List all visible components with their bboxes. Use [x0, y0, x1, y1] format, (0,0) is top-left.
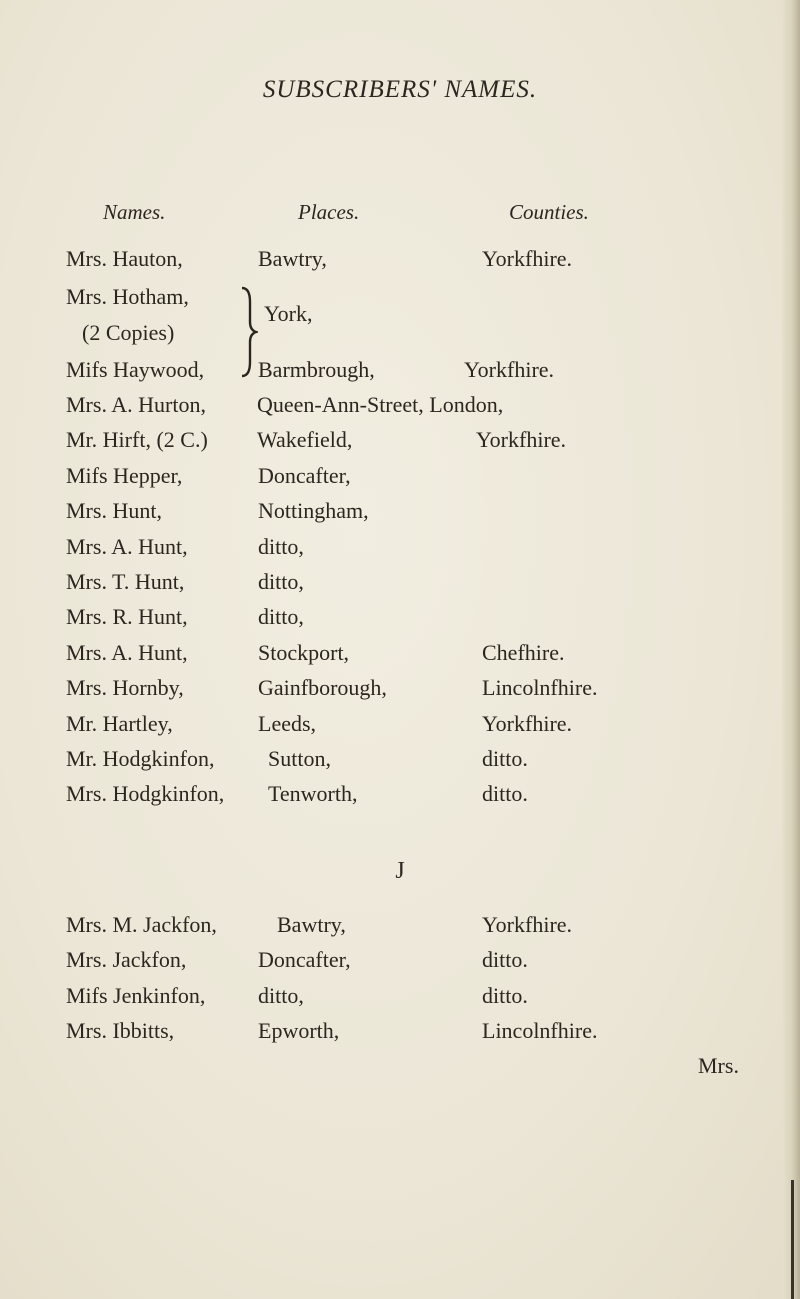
- subscriber-place: Leeds,: [258, 711, 317, 736]
- subscriber-place: Gainfborough,: [258, 675, 387, 700]
- subscriber-county: Lincolnfhire.: [482, 1018, 598, 1043]
- subscriber-county: ditto.: [482, 947, 528, 972]
- subscriber-place: ditto,: [258, 534, 304, 559]
- subscriber-name: Mrs. Hunt,: [66, 498, 162, 523]
- subscriber-place: Nottingham,: [258, 498, 369, 523]
- subscriber-county: Yorkfhire.: [464, 357, 555, 382]
- subscriber-county: ditto.: [482, 746, 528, 771]
- subscriber-name: Mrs. Hauton,: [66, 246, 183, 271]
- subscriber-place: Stockport,: [258, 640, 350, 665]
- subscriber-place: Tenworth,: [268, 781, 358, 806]
- subscriber-place: Queen-Ann-Street, London,: [257, 392, 504, 417]
- subscriber-name: Mr. Hartley,: [66, 711, 173, 736]
- subscriber-name: Mrs. A. Hurton,: [66, 392, 206, 417]
- subscriber-copies-note: (2 Copies): [82, 320, 175, 345]
- page-edge: [782, 0, 800, 1299]
- subscriber-county: ditto.: [482, 983, 528, 1008]
- subscriber-place: York,: [264, 301, 313, 326]
- subscriber-name: Mrs. T. Hunt,: [66, 569, 185, 594]
- subscriber-name: Mrs. Jackfon,: [66, 947, 187, 972]
- subscriber-place: Epworth,: [258, 1018, 340, 1043]
- subscriber-county: Yorkfhire.: [482, 912, 573, 937]
- subscriber-place: Doncafter,: [258, 463, 351, 488]
- subscriber-name: Mr. Hirft, (2 C.): [66, 427, 208, 452]
- subscriber-place: ditto,: [258, 983, 304, 1008]
- subscriber-name: Mrs. A. Hunt,: [66, 640, 188, 665]
- column-header-counties: Counties.: [509, 200, 589, 224]
- subscriber-name: Mrs. A. Hunt,: [66, 534, 188, 559]
- subscriber-name: Mrs. R. Hunt,: [66, 604, 188, 629]
- subscriber-place: Bawtry,: [277, 912, 346, 937]
- subscriber-name: Mrs. Hornby,: [66, 675, 184, 700]
- subscriber-county: Yorkfhire.: [482, 711, 573, 736]
- subscriber-county: Lincolnfhire.: [482, 675, 598, 700]
- subscriber-place: Wakefield,: [257, 427, 353, 452]
- subscriber-name: Mr. Hodgkinfon,: [66, 746, 215, 771]
- subscriber-name: Mrs. Hotham,: [66, 284, 189, 309]
- subscriber-name: Mrs. Ibbitts,: [66, 1018, 175, 1043]
- catchword: Mrs.: [698, 1053, 739, 1078]
- subscriber-place: Doncafter,: [258, 947, 351, 972]
- subscriber-county: Yorkfhire.: [482, 246, 573, 271]
- subscriber-county: Chefhire.: [482, 640, 565, 665]
- subscriber-place: ditto,: [258, 569, 304, 594]
- subscriber-name: Mifs Haywood,: [66, 357, 205, 382]
- subscriber-place: Barmbrough,: [258, 357, 375, 382]
- subscriber-name: Mrs. M. Jackfon,: [66, 912, 217, 937]
- brace-mark: [240, 284, 258, 380]
- subscriber-name: Mrs. Hodgkinfon,: [66, 781, 225, 806]
- subscriber-county: Yorkfhire.: [476, 427, 567, 452]
- subscriber-place: Bawtry,: [258, 246, 327, 271]
- page-edge-mark: [791, 1180, 794, 1299]
- subscriber-place: ditto,: [258, 604, 304, 629]
- column-header-places: Places.: [298, 200, 360, 224]
- subscriber-name: Mifs Jenkinfon,: [66, 983, 206, 1008]
- subscriber-county: ditto.: [482, 781, 528, 806]
- page-header: SUBSCRIBERS' NAMES.: [262, 76, 538, 103]
- column-header-names: Names.: [103, 200, 166, 224]
- subscriber-place: Sutton,: [268, 746, 331, 771]
- section-letter: J: [395, 858, 405, 884]
- subscriber-name: Mifs Hepper,: [66, 463, 183, 488]
